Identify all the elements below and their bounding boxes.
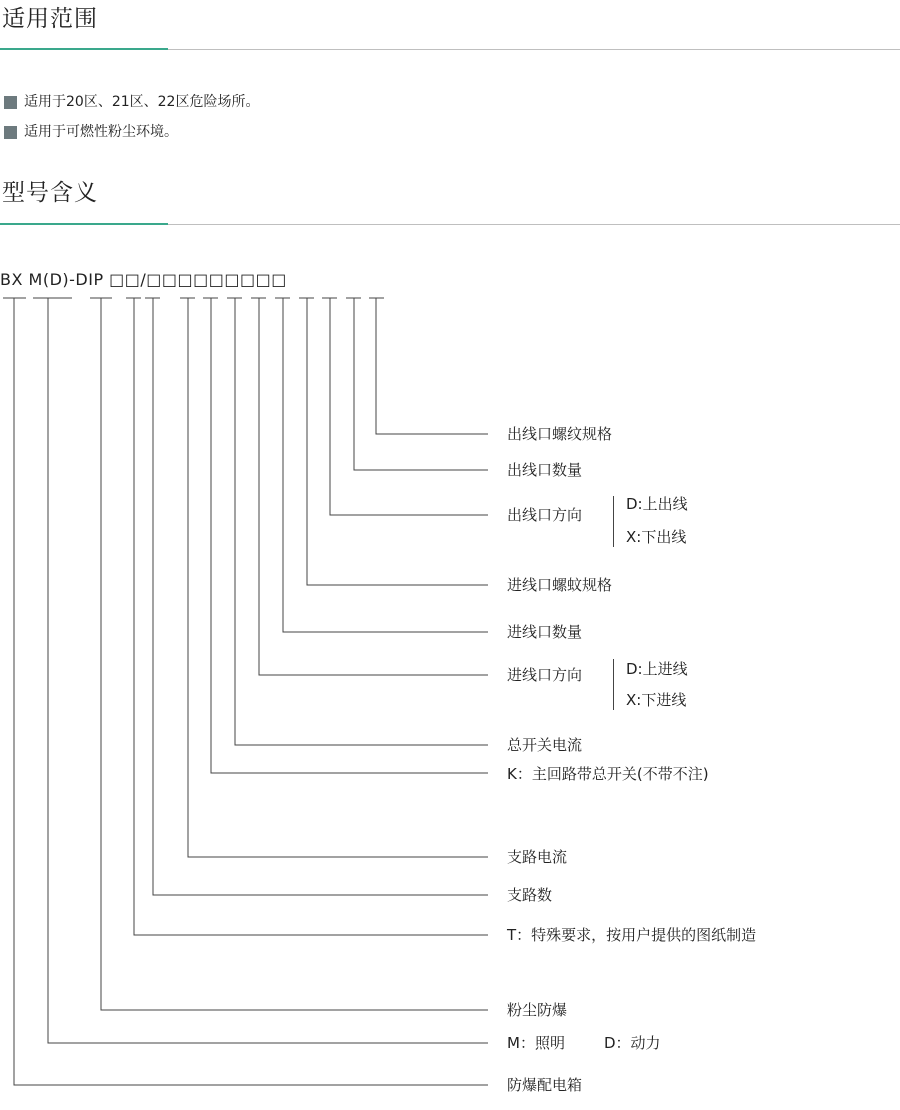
scope-item [4, 122, 178, 142]
label-out-dir-d: D:上出线 [626, 495, 688, 513]
scope-item-text: 适用于可燃性粉尘环境。 [24, 124, 178, 140]
leader-special [134, 298, 488, 935]
leader-out-dir [330, 298, 488, 515]
label-special: T：特殊要求，按用户提供的图纸制造 [507, 926, 757, 944]
leader-box [14, 298, 488, 1085]
label-in-dir-x: X:下进线 [626, 691, 687, 709]
leader-branch-current [188, 298, 488, 857]
square-bullet-icon [4, 126, 17, 139]
label-out-count: 出线口数量 [507, 461, 583, 479]
leader-dustproof [101, 298, 488, 1010]
brace-in-dir [613, 659, 614, 710]
leader-out-thread [376, 298, 488, 434]
leader-main-switch [211, 298, 488, 773]
leader-in-count [283, 298, 488, 632]
label-out-thread: 出线口螺纹规格 [507, 425, 613, 443]
leader-in-dir [259, 298, 488, 675]
label-use-d: D：动力 [604, 1034, 661, 1052]
leader-main-current [235, 298, 488, 745]
model-accent-rule [0, 223, 168, 225]
leader-use [48, 298, 488, 1043]
label-box: 防爆配电箱 [507, 1076, 583, 1094]
leader-out-count [354, 298, 488, 470]
brace-out-dir [613, 496, 614, 547]
label-dustproof: 粉尘防爆 [507, 1001, 568, 1019]
model-code: BX M(D)-DIP □□/□□□□□□□□□ [0, 270, 287, 289]
label-use-m: M：照明 [507, 1034, 565, 1052]
label-main-current: 总开关电流 [507, 736, 583, 754]
label-in-thread: 进线口螺蚊规格 [507, 576, 613, 594]
model-heading: 型号含义 [2, 180, 98, 206]
label-in-dir-d: D:上进线 [626, 660, 688, 678]
leader-in-thread [307, 298, 488, 585]
label-in-count: 进线口数量 [507, 623, 583, 641]
scope-accent-rule [0, 48, 168, 50]
scope-item [4, 92, 259, 112]
label-branch-current: 支路电流 [507, 848, 568, 866]
square-bullet-icon [4, 96, 17, 109]
scope-heading: 适用范围 [2, 6, 98, 32]
scope-item-text: 适用于20区、21区、22区危险场所。 [24, 94, 260, 110]
label-out-dir: 出线口方向 [507, 506, 583, 524]
leader-branch-count [153, 298, 488, 895]
label-out-dir-x: X:下出线 [626, 528, 687, 546]
label-branch-count: 支路数 [507, 886, 553, 904]
label-main-switch: K：主回路带总开关(不带不注) [507, 765, 709, 783]
label-in-dir: 进线口方向 [507, 666, 583, 684]
